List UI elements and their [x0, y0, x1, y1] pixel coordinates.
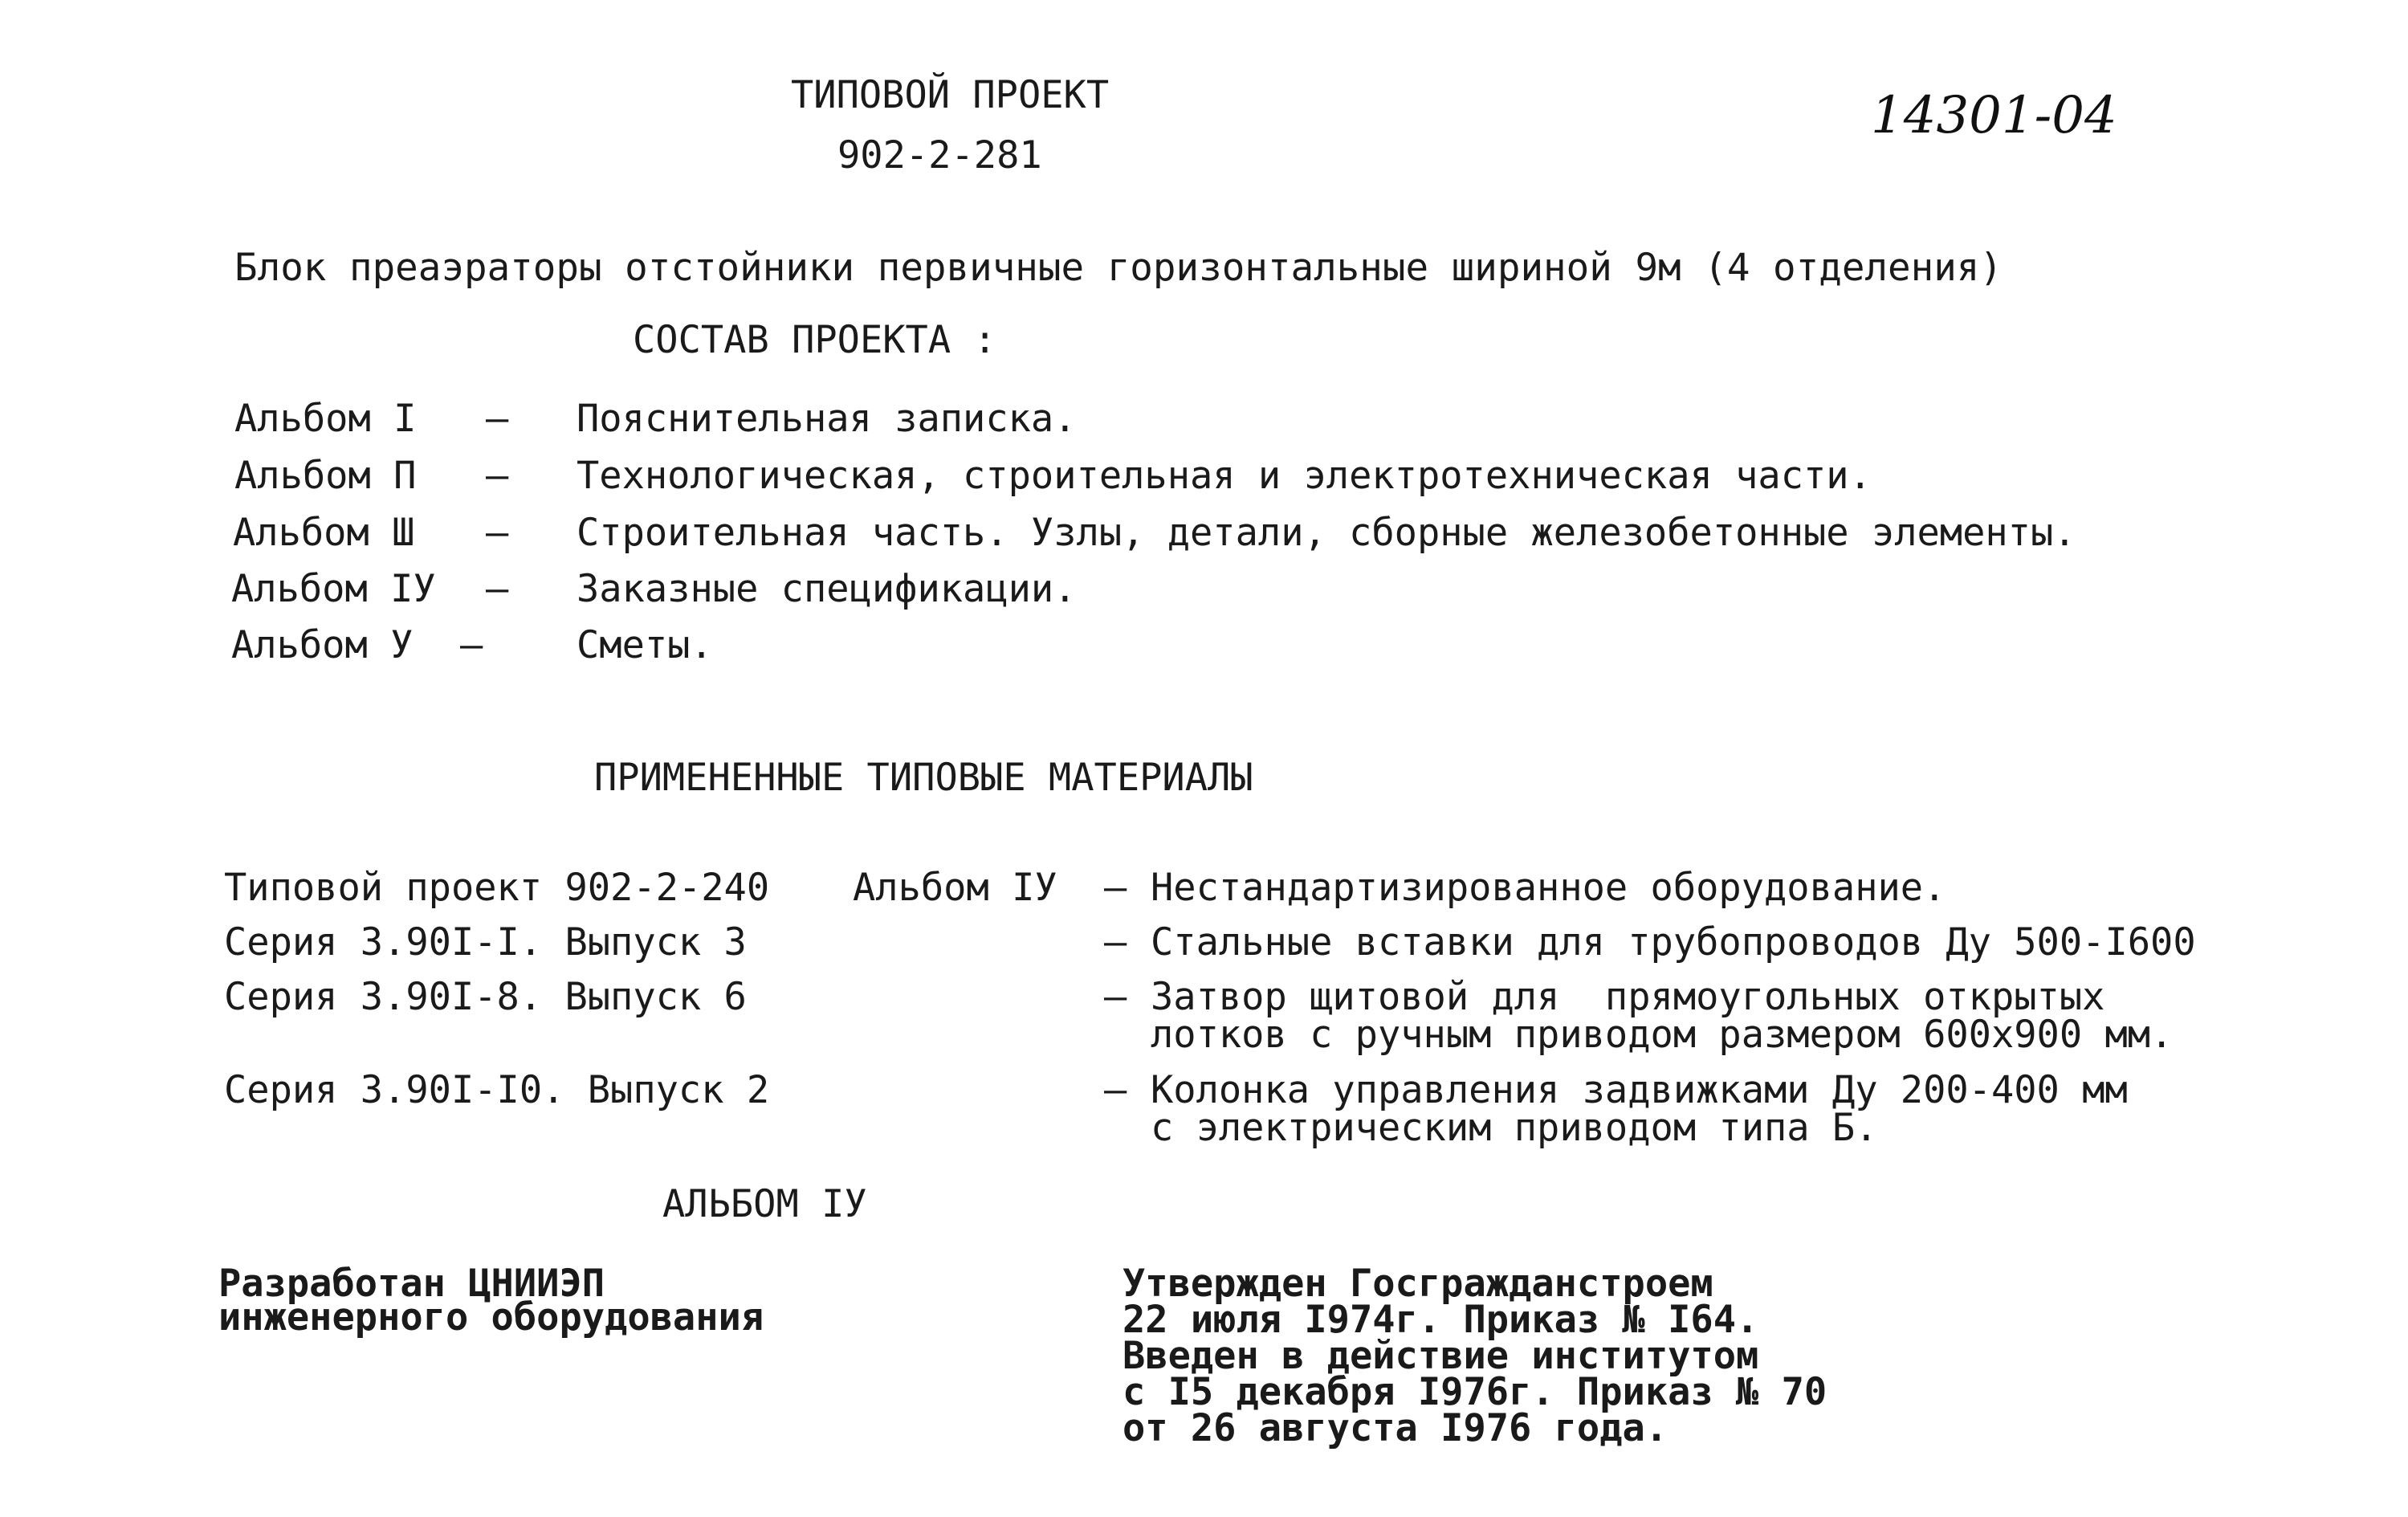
project-number: 902-2-281: [837, 133, 1042, 177]
developer-line-1: Разработан ЦНИИЭП: [218, 1262, 605, 1306]
developer-line-2: инженерного оборудования: [218, 1295, 764, 1340]
composition-heading: СОСТАВ ПРОЕКТА :: [633, 318, 996, 362]
material-source: Серия 3.90I-I0. Выпуск 2: [224, 1068, 770, 1112]
materials-heading: ПРИМЕНЕННЫЕ ТИПОВЫЕ МАТЕРИАЛЫ: [594, 756, 1253, 800]
material-dash: –: [1104, 920, 1127, 964]
material-source: Серия 3.90I-8. Выпуск 6: [224, 975, 747, 1019]
album-label: Альбом Ш: [233, 511, 415, 555]
album-section-label: АЛЬБОМ IУ: [662, 1182, 867, 1226]
approval-line: 22 июля I974г. Приказ № I64.: [1123, 1298, 1759, 1342]
material-album: Альбом IУ: [853, 866, 1057, 910]
album-dash: –: [486, 454, 509, 498]
album-dash: –: [486, 397, 509, 441]
album-dash: –: [460, 623, 483, 667]
album-description: Сметы.: [577, 623, 713, 667]
material-description: Затвор щитовой для прямоугольных открытых: [1151, 975, 2105, 1019]
album-label: Альбом I: [234, 397, 417, 441]
material-dash: –: [1104, 866, 1127, 910]
album-dash: –: [486, 511, 509, 555]
project-title: Блок преаэраторы отстойники первичные горизонтальные шириной 9м (4 отделения): [234, 246, 2003, 290]
approval-line: Введен в действие институтом: [1123, 1334, 1759, 1378]
material-description: Нестандартизированное оборудование.: [1151, 866, 1946, 910]
material-description-continued: с электрическим приводом типа Б.: [1151, 1106, 1878, 1150]
approval-line: Утвержден Госгражданстроем: [1123, 1262, 1713, 1306]
material-dash: –: [1104, 975, 1127, 1019]
album-label: Альбом IУ: [231, 567, 436, 611]
doc-type-heading: ТИПОВОЙ ПРОЕКТ: [791, 73, 1110, 117]
album-description: Строительная часть. Узлы, детали, сборные железобетонные элементы.: [577, 511, 2076, 555]
material-description-continued: лотков с ручным приводом размером 600x900 мм.: [1151, 1013, 2174, 1057]
material-description: Стальные вставки для трубопроводов Ду 500-I600: [1151, 920, 2196, 964]
material-description: Колонка управления задвижками Ду 200-400 мм: [1151, 1068, 2128, 1112]
album-label: Альбом У: [231, 623, 414, 667]
material-source: Серия 3.90I-I. Выпуск 3: [224, 920, 747, 964]
handwritten-doc-number: 14301-04: [1871, 86, 2117, 145]
album-description: Пояснительная записка.: [577, 397, 1077, 441]
album-description: Технологическая, строительная и электротехническая части.: [577, 454, 1872, 498]
album-dash: –: [486, 567, 509, 611]
material-source: Типовой проект 902-2-240: [224, 866, 770, 910]
approval-line: с I5 декабря I976г. Приказ № 70: [1123, 1370, 1827, 1414]
album-label: Альбом П: [234, 454, 417, 498]
material-dash: –: [1104, 1068, 1127, 1112]
album-description: Заказные спецификации.: [577, 567, 1077, 611]
approval-line: от 26 августа I976 года.: [1123, 1406, 1668, 1450]
